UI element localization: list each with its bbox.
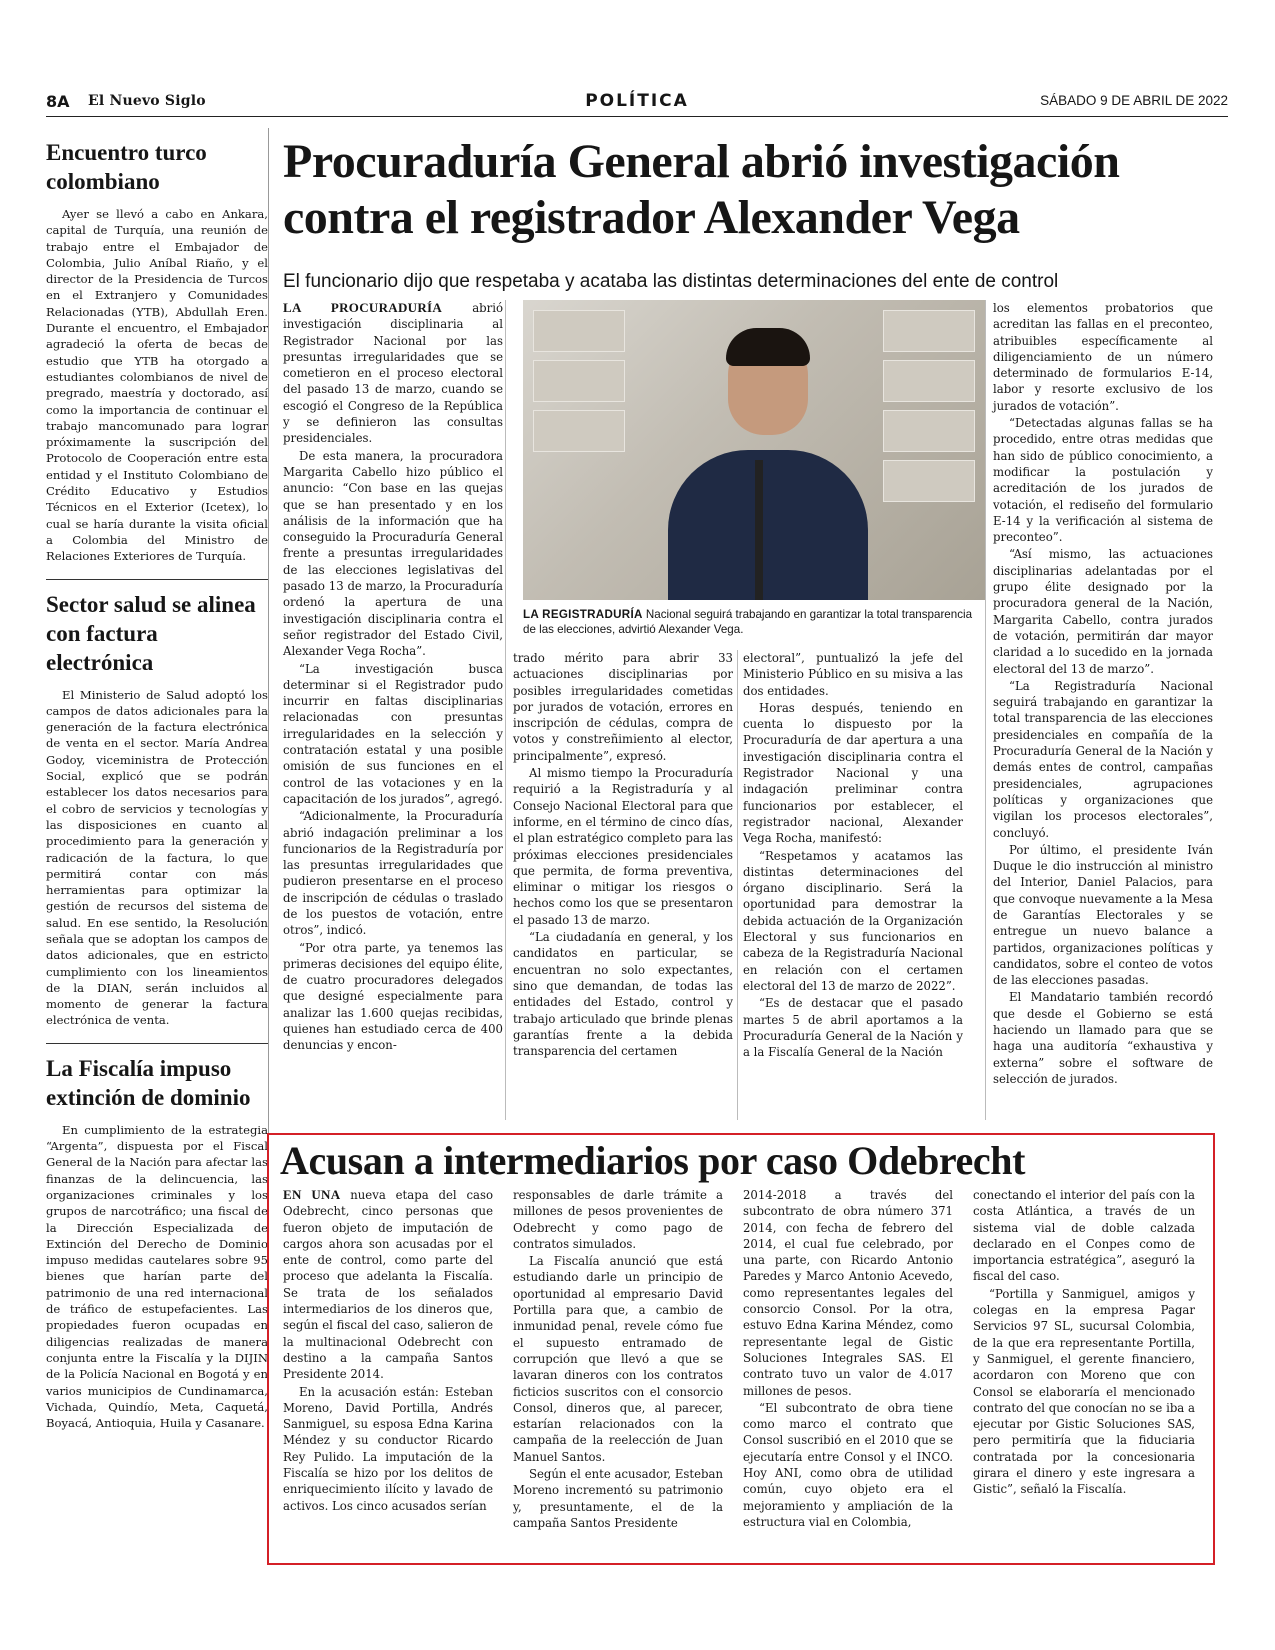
paragraph: “Portilla y Sanmiguel, amigos y colegas en la empresa Pagar Servicios 97 SL, sucursal Colombia, de la que era representante Portilla, y Sanmiguel, el gerente financiero, acordaron con Moreno que con Consol se elaboraría el mencionado contrato del que conocían no se iba a ejecutar por Gistic Soluciones SAS, pero permitiría que la fiduciaria contratada por la concesionaria girara el dinero y este ingresara a Gistic”, señaló la Fiscalía. [973,1286,1195,1497]
column-gutter [985,300,986,1120]
brief-headline: Sector salud se alinea con factura electrónica [46,591,256,675]
registrar-photo [523,300,985,600]
main-column-4 [993,300,1213,1088]
brief-body: Ayer se llevó a cabo en Ankara, capital de Turquía, una reunión de trabajo entre el Embajador de Colombia, Julio Aníbal Riaño, y el director de la Presidencia de Turcos en el Extranjero y Comunidades Relacionadas (YTB), Abdullah Eren. Durante el encuentro, el Embajador agradeció la oferta de becas de estudio que YTB ha otorgado a estudiantes colombianos de nivel de pregrado, maestría y doctorado, así como la importancia de continuar el trabajo mancomunado para lograr próximamente la suscripción del Protocolo de Cooperación entre esta entidad y el Instituto Colombiano de Crédito Educativo y Estudios Técnicos en el Exterior (Icetex), lo cual se haría durante la visita oficial a Colombia del Ministro de Relaciones Exteriores de Turquía. [46,207,268,564]
paragraph: En la acusación están: Esteban Moreno, David Portilla, Andrés Sanmiguel, su esposa Edna Karina Méndez y su conductor Ricardo Rey Pulido. La imputación de la Fiscalía se hizo por los delitos de enriquecimiento ilícito y lavado de activos. Los cinco acusados serían [283,1384,493,1513]
photo-box [533,310,625,352]
speaker-hair [726,328,810,366]
paragraph: electoral”, puntualizó la jefe del Ministerio Público en su misiva a las dos entidades. [743,651,963,698]
paragraph: El Mandatario también recordó que desde el Gobierno se está haciendo un llamado para que se haga una auditoría “exhaustiva y externa” sobre el software de selección de jurados. [993,990,1213,1086]
lead-in: LA PROCURADURÍA [283,300,443,315]
main-column-3 [743,650,963,1061]
paragraph: Por último, el presidente Iván Duque le dio instrucción al ministro del Interior, Daniel Palacios, para que convoque nuevamente a la Mesa de Garantías Electorales y se entregue un nuevo balance a partidos, organizaciones políticas y candidatos, sobre el conteo de votos de las elecciones pasadas. [993,842,1213,988]
paragraph: Horas después, teniendo en cuenta lo dispuesto por la Procuraduría de dar apertura a una investigación disciplinaria contra el Registrador Nacional y una indagación preliminar contra funcionarios por establecer, el registrador nacional, Alexander Vega Rocha, manifestó: [743,700,963,846]
paragraph: “La Registraduría Nacional seguirá trabajando en garantizar la total transparencia de las elecciones presidenciales en compañía de la Procuraduría General de la Nación y demás entes de control, campañas presidenciales, agrupaciones políticas y organizaciones que vigilan los procesos electorales”, concluyó. [993,678,1213,840]
odebrecht-column-1 [283,1187,493,1515]
paragraph: Según el ente acusador, Esteban Moreno incrementó su patrimonio y, presuntamente, el de la campaña Santos Presidente [513,1467,723,1530]
brief-body: El Ministerio de Salud adoptó los campos de datos adicionales para la generación de la factura electrónica de venta en el sector. María Andrea Godoy, viceministra de Protección Social, explicó que se podrán establecer los datos necesarios para el cobro de servicios y tecnologías y las disposiciones en cuanto al procedimiento para la generación y radicación de la factura, lo que permitirá contar con más herramientas para optimizar la gestión de recursos del sistema de salud. En ese sentido, la Resolución señala que se adoptan los campos de datos adicionales, que en estricto cumplimiento con los lineamientos de la DIAN, serán incluidos al momento de generar la factura electrónica de venta. [46,687,268,1028]
paragraph: “Respetamos y acatamos las distintas determinaciones del órgano disciplinario. Será la oportunidad para demostrar la debida actuación de la Organización Electoral y sus funcionarios en cabeza de la Registraduría Nacional en relación con el certamen electoral del 13 de marzo de 2022”. [743,848,963,993]
odebrecht-column-4 [973,1187,1195,1499]
paragraph: “El subcontrato de obra tiene como marco el contrato que Consol suscribió en el 2010 que se ejecutaría entre Consol y el INCO. Hoy ANI, como obra de utilidad común, cuyo objeto era el mejoramiento y ampliación de la estructura vial en Colombia, [743,1400,953,1529]
paragraph: 2014-2018 a través del subcontrato de obra número 371 2014, con fecha de febrero del 2014, el cual fue celebrado, por una parte, con Ricardo Antonio Paredes y Marco Antonio Acevedo, como representantes legales del consorcio Consol. Por la otra, estuvo Edna Karina Méndez, como representante legal de Gistic Soluciones Integrales SAS. El contrato tuvo un valor de 4.017 millones de pesos. [743,1188,953,1398]
sidebar-briefs [46,138,268,1445]
paragraph: Al mismo tiempo la Procuraduría requirió a la Registraduría y al Consejo Nacional Electoral para que informe, en el término de cinco días, el plan estratégico completo para las próximas elecciones presidenciales que permita, de forma preventiva, eliminar o mitigar los riesgos o hechos como los que se presentaron el pasado 13 de marzo. [513,766,733,927]
section-name: POLÍTICA [585,91,689,111]
issue-date: SÁBADO 9 DE ABRIL DE 2022 [1040,93,1228,108]
caption-lead: LA REGISTRADURÍA [523,608,643,621]
speaker-jacket [668,450,868,600]
photo-box [533,410,625,452]
paragraph [283,300,503,447]
main-column-1 [283,300,503,1055]
paragraph: “Así mismo, las actuaciones disciplinarias adelantadas por el grupo élite designado por la procuradora general de la Nación, Margarita Cabello, contra jurados de votación, permitirán dar mayor claridad a lo sucedido en la jornada electoral del 13 de marzo”. [993,547,1213,676]
paragraph: “Detectadas algunas fallas se ha procedido, entre otras medidas que han sido de público conocimiento, a modificar la postulación y acreditación de los jurados de votación, el rediseño del formulario E-14 y la verificación al sistema de preconteo”. [993,416,1213,545]
column-gutter [737,650,738,1120]
photo-box [883,410,975,452]
main-headline: Procuraduría General abrió investigación contra el registrador Alexander Vega [283,135,1120,244]
paragraph: trado mérito para abrir 33 actuaciones disciplinarias por posibles irregularidades cometidas por jurados de votación, errores en inscripción de cédulas, compra de votos y constreñimiento al elector, principalmente”, expresó. [513,651,733,763]
paragraph: conectando el interior del país con la costa Atlántica, a través de un sistema vial de doble calzada declarado en el Conpes como de importancia estratégica”, aseguró la fiscal del caso. [973,1188,1195,1284]
lead-in: EN UNA [283,1187,341,1202]
paragraph-text: nueva etapa del caso Odebrecht, cinco personas que fueron objeto de imputación de cargos ahora son acusadas por el ente de control, como parte del proceso que adelanta la Fiscalía. Se trata de los señalados intermediarios de los dineros que, según el fiscal del caso, salieron de la multinacional Odebrecht con destino a la campaña Santos Presidente 2014. [283,1188,494,1382]
odebrecht-column-2 [513,1187,723,1532]
brief-health [46,590,268,1029]
brief-headline: Encuentro turco colombiano [46,140,207,194]
divider [46,1043,268,1044]
paragraph: “Es de destacar que el pasado martes 5 de abril aportamos a la Procuraduría General de la Nación y a la Fiscalía General de la Nación [743,996,963,1060]
microphone-icon [755,460,763,600]
paragraph: “Adicionalmente, la Procuraduría abrió indagación preliminar a los funcionarios de la Registraduría por las presuntas irregularidades que pudieron presentarse en el proceso de inscripción de cédulas o traslado de los puestos de votación, entre otros”, indicó. [283,809,503,938]
photo-box [883,460,975,502]
page-folio [46,90,1228,117]
main-column-2 [513,650,733,1060]
paragraph: responsables de darle trámite a millones de pesos provenientes de Odebrecht y como pago de contratos simulados. [513,1188,723,1251]
column-gutter [505,300,506,1120]
caption-text: Nacional seguirá trabajando en garantizar la total transparencia de las elecciones, advirtió Alexander Vega. [523,608,973,636]
brief-headline: La Fiscalía impuso extinción de dominio [46,1055,251,1110]
paragraph [283,1187,493,1383]
brief-body: En cumplimiento de la estrategia “Argenta”, dispuesta por el Fiscal General de la Nación para afectar las finanzas de la delincuencia, las organizaciones criminales y los grupos de narcotráfico; una fiscal de la Dirección Especializada de Extinción del Derecho de Dominio impuso medidas cautelares sobre 95 bienes que harían parte del patrimonio de una red internacional de tráfico de estupefacientes. Las propiedades fueron ocupadas en diligencias realizadas de manera conjunta entre la Fiscalía y la DIJIN de la Policía Nacional en Bogotá y en varios municipios de Cundinamarca, Vichada, Quindío, Meta, Caquetá, Boyacá, Antioquia, Huila y Casanare. [46,1122,268,1431]
paragraph-text: abrió investigación disciplinaria al Registrador Nacional por las presuntas irregularidades que se cometieron en el proceso electoral del pasado 13 de marzo, cuando se escogió el Congreso de la República y se definieron las consultas presidenciales. [283,301,504,446]
odebrecht-headline: Acusan a intermediarios por caso Odebrecht [280,1138,1026,1183]
paragraph: De esta manera, la procuradora Margarita Cabello hizo público el anuncio: “Con base en las quejas que se han presentado y en los análisis de la información que ha conseguido la Procuraduría General frente a presuntas irregularidades de las elecciones legislativas del pasado 13 de marzo, la Procuraduría ordenó la apertura de una investigación disciplinaria contra el señor registrador del Estado Civil, Alexander Vega Rocha”. [283,448,503,659]
photo-box [883,310,975,352]
newspaper-name: El Nuevo Siglo [88,93,206,109]
photo-box [883,360,975,402]
paragraph: “Por otra parte, ya tenemos las primeras decisiones del equipo élite, de cuatro procuradores delegados que designé especialmente para analizar las 1.600 quejas recibidas, quienes han estudiado cerca de 400 denuncias y encon- [283,940,503,1053]
photo-box [533,360,625,402]
brief-fiscalia [46,1054,268,1432]
photo-caption [523,607,985,637]
odebrecht-column-3 [743,1187,953,1531]
brief-turkey [46,138,268,565]
paragraph: los elementos probatorios que acreditan las fallas en el preconteo, atribuibles específicamente al diligenciamiento de un número determinado de formularios E-14, labor y resorte exclusivo de los jurados de votación”. [993,301,1213,413]
page-number: 8A [46,92,70,111]
paragraph: La Fiscalía anunció que está estudiando darle un principio de oportunidad al empresario David Portilla para que, a cambio de inmunidad penal, revele cómo fue el supuesto entramado de corrupción que llevó a que se lavaran dineros con los contratos ficticios suscritos con el consorcio Consol, dineros que, al parecer, estarían relacionados con la campaña de la reelección de Juan Manuel Santos. [513,1254,723,1464]
paragraph: “La ciudadanía en general, y los candidatos en particular, se encuentran no solo expectantes, sino que demandan, de todas las entidades del Estado, control y trabajo articulado que brinde plenas garantías frente a la debida transparencia del certamen [513,930,733,1059]
divider [46,579,268,580]
main-subheadline: El funcionario dijo que respetaba y acataba las distintas determinaciones del ente de control [283,271,1059,292]
paragraph: “La investigación busca determinar si el Registrador pudo incurrir en faltas disciplinarias relacionadas con presuntas irregularidades en la selección y contratación estatal y una posible omisión de sus funciones en el control de las votaciones y en la capacitación de los jurados”, agregó. [283,661,503,806]
